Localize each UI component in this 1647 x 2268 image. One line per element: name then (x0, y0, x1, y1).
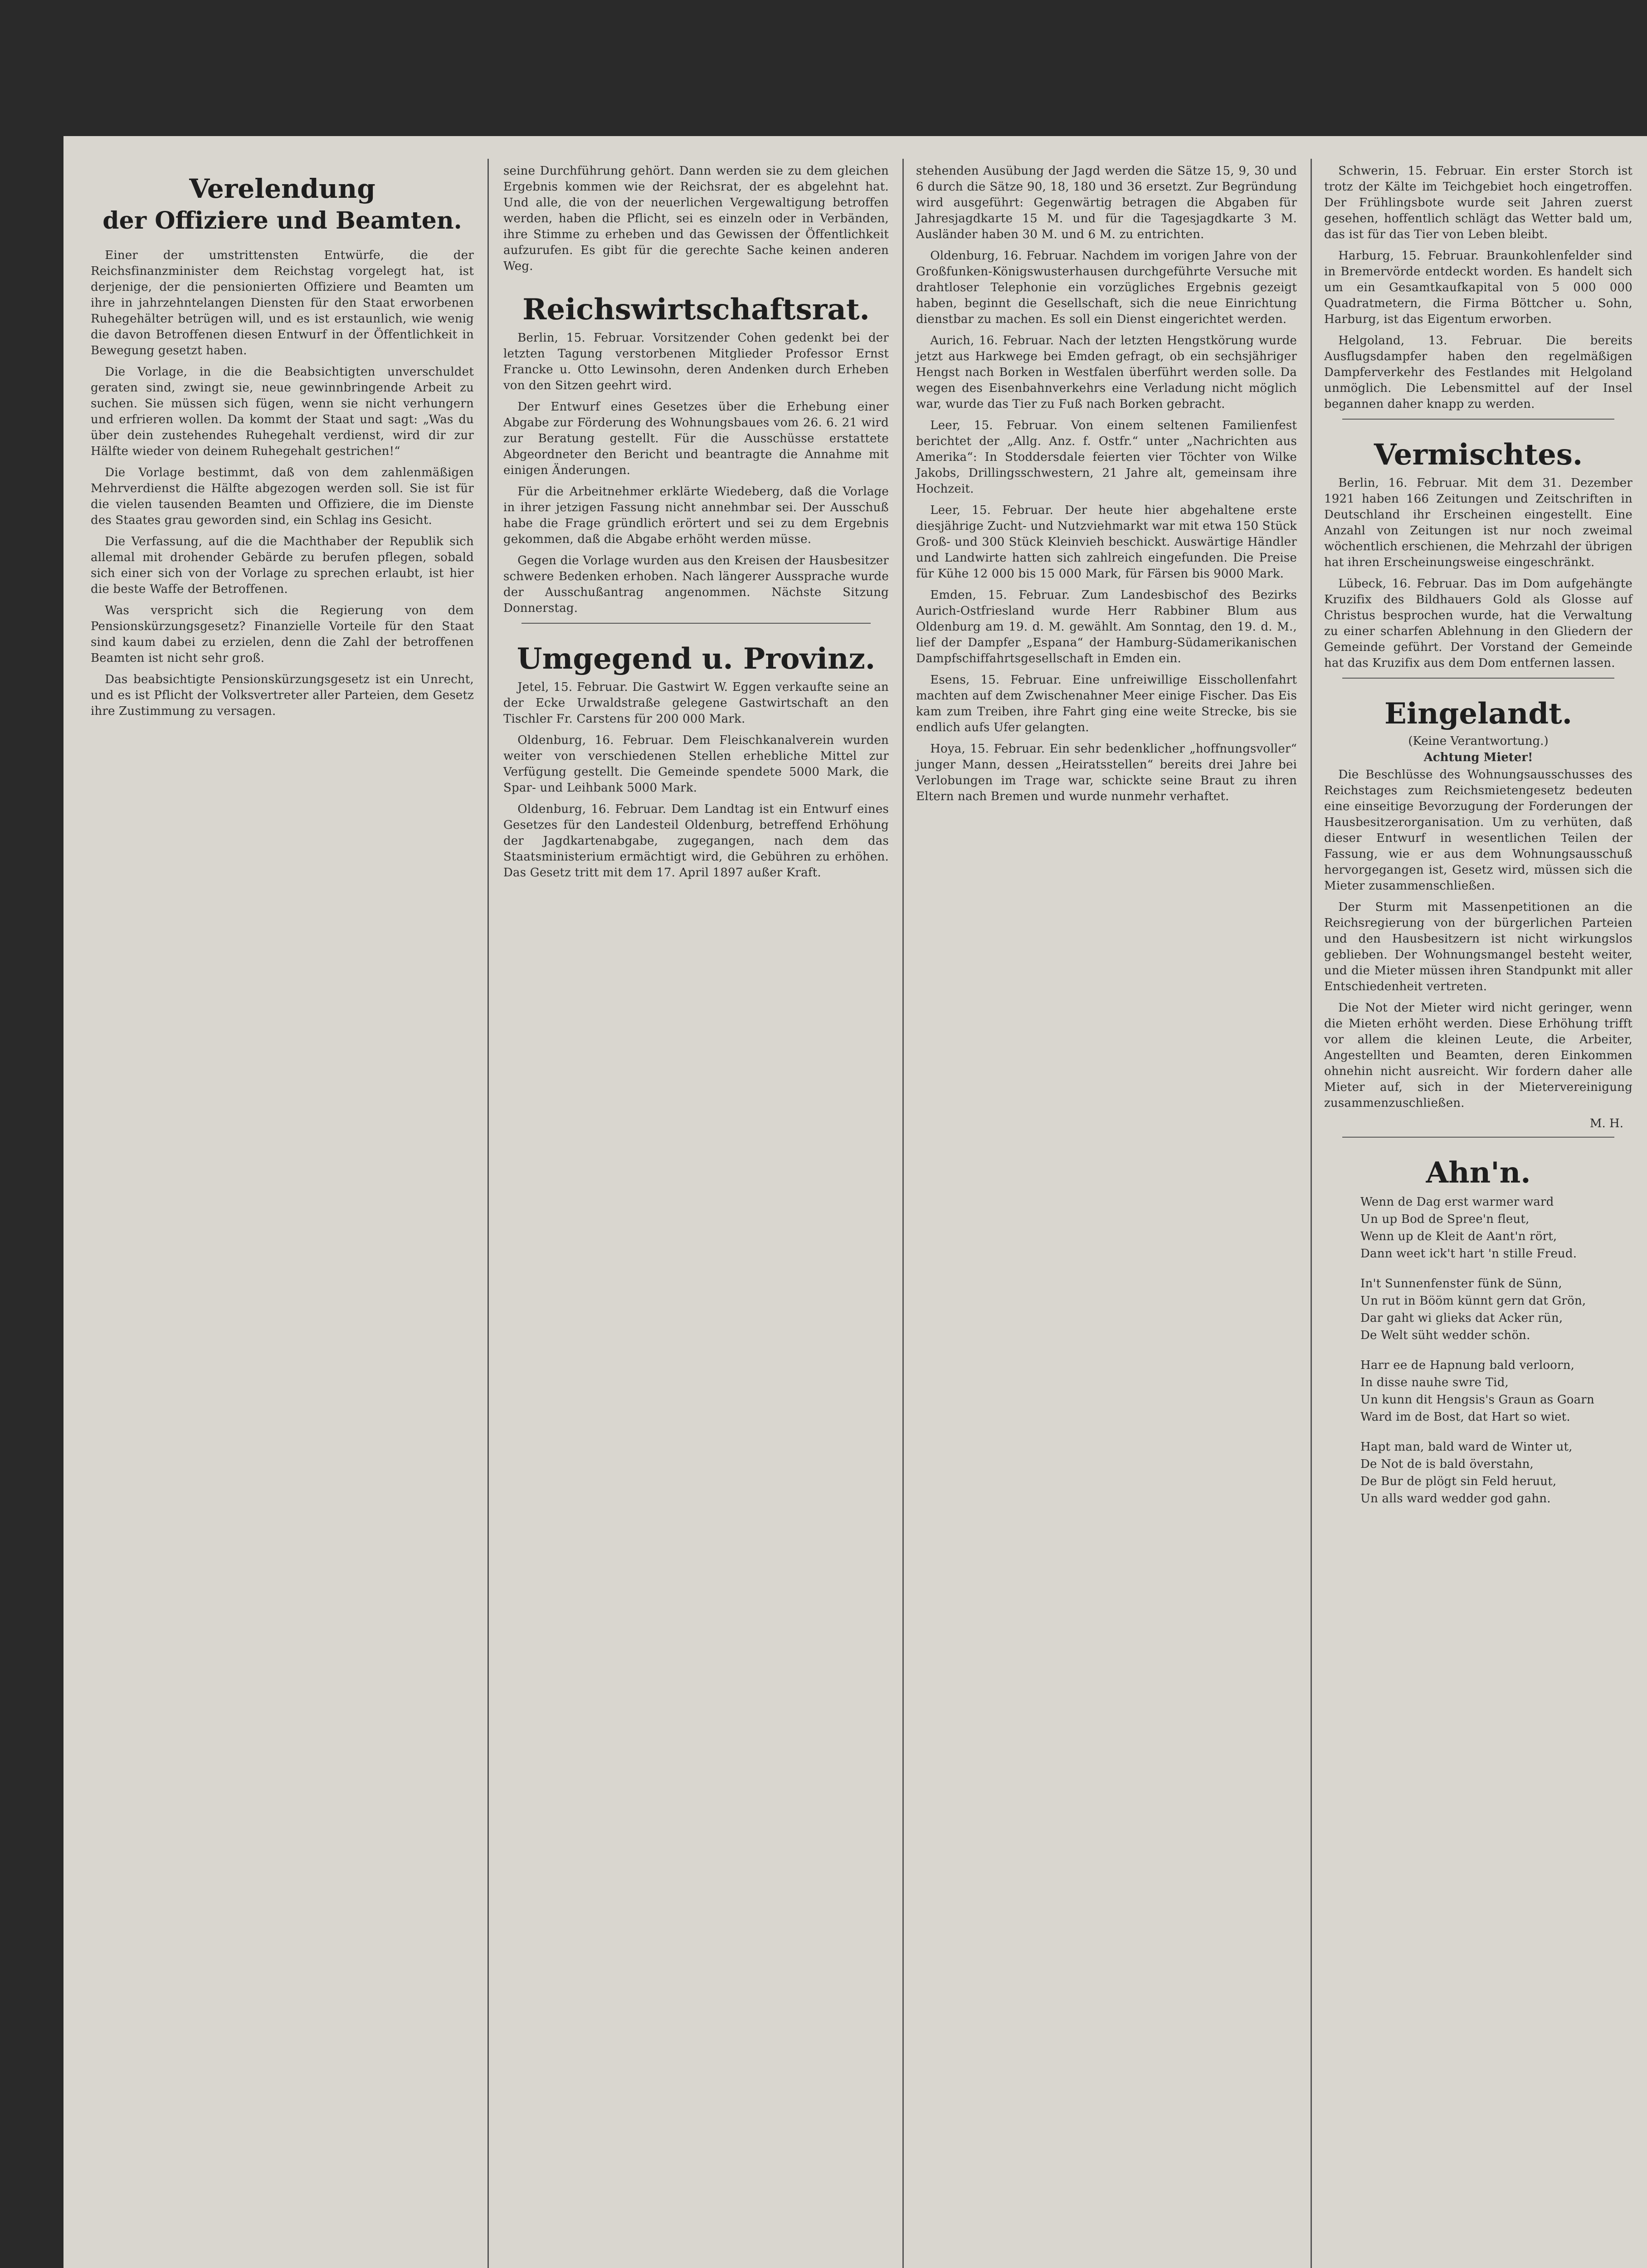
paragraph: Schwerin, 15. Februar. Ein erster Storch ist trotz der Kälte im Teichgebiet hoch eingetroffen. Der Frühlingsbote wurde seit Jahren zuerst gesehen, hoffentlich schlägt das Wetter bald um, das ist für das Tier von Leben bleibt. (1324, 164, 1632, 241)
paragraph: Oldenburg, 16. Februar. Dem Landtag ist ein Entwurf eines Gesetzes für den Landesteil Oldenburg, betreffend Erhöhung der Jagdkartenabgabe, zugegangen, nach dem das Staatsministerium ermächtigt wird, die Gebühren zu erhöhen. Das Gesetz tritt mit dem 17. April 1897 außer Kraft. (503, 802, 889, 880)
poem-line: Ward im de Bost, dat Hart so wiet. (1360, 1410, 1570, 1424)
paragraph: Harburg, 15. Februar. Braunkohlenfelder sind in Bremervörde entdeckt worden. Es handelt sich um ein Gesamtkaufkapital von 5 000 000 Quadratmetern, die Firma Böttcher u. Sohn, Harburg, ist das Eigentum erworben. (1324, 249, 1632, 326)
paragraph: Jetel, 15. Februar. Die Gastwirt W. Eggen verkaufte seine an der Ecke Urwaldstraße gelegene Gastwirtschaft an den Tischler Fr. Carstens für 200 000 Mark. (503, 680, 889, 726)
poem-line: In't Sunnenfenster fünk de Sünn, (1360, 1277, 1562, 1290)
column-4 (1324, 163, 1632, 1507)
paragraph: Hoya, 15. Februar. Ein sehr bedenklicher „hoffnungsvoller“ junger Mann, dessen „Heiratsstellen“ bereits drei Jahre bei Verlobungen im Trage war, schickte seine Braut zu ihren Eltern nach Bremen und wurde nunmehr verhaftet. (916, 742, 1297, 803)
paragraph: Der Sturm mit Massenpetitionen an die Reichsregierung von der bürgerlichen Parteien und den Hausbesitzern ist nicht wirkungslos geblieben. Der Wohnungsmangel besteht weiter, und die Mieter müssen ihren Standpunkt mit aller Entschiedenheit vertreten. (1324, 900, 1632, 993)
poem-line: Un rut in Bööm künnt gern dat Grön, (1360, 1294, 1586, 1308)
paragraph: Berlin, 16. Februar. Mit dem 31. Dezember 1921 haben 166 Zeitungen und Zeitschriften in Deutschland ihr Erscheinen eingestellt. Eine Anzahl von Zeitungen ist nur noch zweimal wöchentlich erschienen, die Mehrzahl der übrigen hat ihren Erscheinungsweise eingeschränkt. (1324, 476, 1632, 569)
poem-line: Dann weet ick't hart 'n stille Freud. (1360, 1247, 1577, 1261)
section-title-ahnn: Ahn'n. (1426, 1156, 1531, 1190)
paragraph: Die Vorlage bestimmt, daß von dem zahlenmäßigen Mehrverdienst die Hälfte abgezogen werden soll. Sie ist für die vielen tausenden Beamten und Offiziere, die im Dienste des Staates grau geworden sind, ein Schlag ins Gesicht. (91, 466, 474, 527)
section-title-umgegend: Umgegend u. Provinz. (517, 642, 876, 676)
poem-line: Wenn de Dag erst warmer ward (1360, 1195, 1554, 1209)
paragraph: Die Not der Mieter wird nicht geringer, wenn die Mieten erhöht werden. Diese Erhöhung trifft vor allem die kleinen Leute, die Arbeiter, Angestellten und Beamten, deren Einkommen ohnehin nicht ausreicht. Wir fordern daher alle Mieter auf, sich in der Mietervereinigung zusammenzuschließen. (1324, 1001, 1632, 1110)
poem-line: Un kunn dit Hengsis's Graun as Goarn (1360, 1393, 1594, 1407)
paragraph: Lübeck, 16. Februar. Das im Dom aufgehängte Kruzifix des Bildhauers Gold als Glosse auf Christus besprochen wurde, hat die Verwaltung zu einer scharfen Ablehnung in den Gliedern der Gemeinde geführt. Der Vorstand der Gemeinde hat das Kruzifix aus dem Dom entfernen lassen. (1324, 577, 1632, 670)
paragraph: Einer der umstrittensten Entwürfe, die der Reichsfinanzminister dem Reichstag vorgelegt hat, ist derjenige, der die pensionierten Offiziere und Beamten um ihre in jahrzehntelangen Diensten für den Staat erworbenen Ruhegehälter betrügen will, und es ist erstaunlich, wie wenig die davon Betroffenen diesen Entwurf in der Öffentlichkeit in Bewegung gesetzt haben. (91, 249, 474, 357)
column-rule (1311, 159, 1312, 2268)
newspaper-page (63, 136, 1647, 2268)
paragraph: Oldenburg, 16. Februar. Dem Fleischkanalverein wurden weiter von verschiedenen Stellen erhebliche Mittel zur Verfügung gestellt. Die Gemeinde spendete 5000 Mark, die Spar- und Leihbank 5000 Mark. (503, 733, 889, 795)
section-divider (521, 623, 871, 624)
section-subtitle: (Keine Verantwortung.) (1408, 734, 1549, 748)
paragraph: stehenden Ausübung der Jagd werden die Sätze 15, 9, 30 und 6 durch die Sätze 90, 18, 180 und 36 ersetzt. Zur Begründung wird ausgeführt: Gegenwärtig betragen die Abgaben für Jahresjagdkarte 15 M. und für die Tagesjagdkarte 3 M. Ausländer haben 30 M. und 6 M. zu entrichten. (916, 164, 1297, 241)
section-title-vermischtes: Vermischtes. (1374, 438, 1583, 472)
paragraph: Die Verfassung, auf die die Machthaber der Republik sich allemal mit drohender Gebärde zu berufen pflegen, sobald sich einer sich von der Vorlage zu sprechen erlaubt, ist hier die beste Waffe der Betroffenen. (91, 535, 474, 596)
poem-line: Harr ee de Hapnung bald verloorn, (1360, 1359, 1575, 1372)
poem-line: Un up Bod de Spree'n fleut, (1360, 1212, 1530, 1226)
paragraph: Emden, 15. Februar. Zum Landesbischof des Bezirks Aurich-Ostfriesland wurde Herr Rabbiner Blum aus Oldenburg am 19. d. M. gewählt. Am Sonntag, den 19. d. M., lief der Dampfer „Espana“ der Hamburg-Südamerikanischen Dampfschiffahrtsgesellschaft in Emden ein. (916, 588, 1297, 665)
poem (1324, 1193, 1632, 1507)
paragraph: Oldenburg, 16. Februar. Nachdem im vorigen Jahre von der Großfunken-Königswusterhausen durchgeführte Versuche mit drahtloser Telephonie ein vorzügliches Ergebnis gezeigt haben, beginnt die Gesellschaft, sich die neue Einrichtung dienstbar zu machen. Es soll ein Dienst eingerichtet werden. (916, 249, 1297, 326)
column-rule (487, 159, 489, 2268)
poem-line: Wenn up de Kleit de Aant'n rört, (1360, 1230, 1557, 1243)
section-title-eingelandt: Eingelandt. (1384, 697, 1572, 731)
poem-line: Dar gaht wi glieks dat Acker rün, (1360, 1311, 1563, 1325)
paragraph: Leer, 15. Februar. Von einem seltenen Familienfest berichtet der „Allg. Anz. f. Ostfr.“ unter „Nachrichten aus Amerika“: In Stoddersdale feierten vier Töchter von Wilke Jakobs, Drillingsschwestern, 21 Jahre alt, gemeinsam ihre Hochzeit. (916, 419, 1297, 496)
poem-line: In disse nauhe swre Tid, (1360, 1376, 1509, 1389)
paragraph: Esens, 15. Februar. Eine unfreiwillige Eisschollenfahrt machten auf dem Zwischenahner Meer einige Fischer. Das Eis kam zum Treiben, ihre Fahrt ging eine weite Strecke, bis sie endlich aufs Ufer gelangten. (916, 673, 1297, 734)
paragraph: Die Beschlüsse des Wohnungsausschusses des Reichstages zum Reichsmietengesetz bedeuten eine einseitige Bevorzugung der Forderungen der Hausbesitzerorganisation. Um zu verhüten, daß dieser Entwurf in wesentlichen Teilen der Fassung, wie er aus dem Wohnungsausschuß hervorgegangen ist, Gesetz wird, müssen sich die Mieter zusammenschließen. (1324, 768, 1632, 893)
section-title-reichswirtschaftsrat: Reichswirtschaftsrat. (522, 293, 870, 327)
paragraph: Helgoland, 13. Februar. Die bereits Ausflugsdampfer haben den regelmäßigen Dampferverkehr des Festlandes mit Helgoland unmöglich. Die Lebensmittel auf der Insel begannen daher knapp zu werden. (1324, 334, 1632, 411)
paragraph: Was verspricht sich die Regierung von dem Pensionskürzungsgesetz? Finanzielle Vorteile für den Staat sind kaum dabei zu erzielen, denn die Zahl der betroffenen Beamten ist nicht sehr groß. (91, 604, 474, 665)
section-subtitle-2: Achtung Mieter! (1423, 751, 1533, 764)
paragraph: Leer, 15. Februar. Der heute hier abgehaltene erste diesjährige Zucht- und Nutzviehmarkt war mit etwa 150 Stück Groß- und 300 Stück Kleinvieh beschickt. Auswärtige Händler und Landwirte hatten sich zahlreich eingefunden. Die Preise für Kühe 12 000 bis 15 000 Mark, für Färsen bis 9000 Mark. (916, 503, 1297, 581)
column-rule (902, 159, 904, 2268)
column-3 (916, 163, 1297, 810)
paragraph: Berlin, 15. Februar. Vorsitzender Cohen gedenkt bei der letzten Tagung verstorbenen Mitglieder Professor Ernst Francke u. Otto Lewinsohn, deren Andenken durch Erheben von den Sitzen geehrt wird. (503, 331, 889, 392)
signature: M. H. (1589, 1117, 1623, 1130)
section-divider (1342, 419, 1614, 420)
paragraph: Gegen die Vorlage wurden aus den Kreisen der Hausbesitzer schwere Bedenken erhoben. Nach längerer Aussprache wurde der Ausschußantrag angenommen. Nächste Sitzung Donnerstag. (503, 554, 889, 615)
article-title: Verelendung (189, 173, 375, 204)
section-divider (1342, 1137, 1614, 1138)
column-1 (91, 163, 474, 725)
section-divider (1342, 678, 1614, 679)
poem-line: De Not de is bald överstahn, (1360, 1457, 1534, 1471)
paragraph: seine Durchführung gehört. Dann werden sie zu dem gleichen Ergebnis kommen wie der Reichsrat, der es abgelehnt hat. Und alle, die von der neuerlichen Vergewaltigung betroffen werden, haben die Pflicht, sei es einzeln oder in Verbänden, ihre Stimme zu erheben und das Gewissen der Öffentlichkeit aufzurufen. Es gibt für die gerechte Sache keinen anderen Weg. (503, 164, 889, 273)
article-title-line2: der Offiziere und Beamten. (102, 207, 462, 235)
paragraph: Das beabsichtigte Pensionskürzungsgesetz ist ein Unrecht, und es ist Pflicht der Volksvertreter aller Parteien, dem Gesetz ihre Zustimmung zu versagen. (91, 673, 474, 718)
column-2 (503, 163, 889, 886)
poem-line: Hapt man, bald ward de Winter ut, (1360, 1440, 1573, 1454)
paragraph: Aurich, 16. Februar. Nach der letzten Hengstkörung wurde jetzt aus Harkwege bei Emden gefragt, ob ein sechsjähriger Hengst nach Borken in Westfalen überführt werden solle. Da wegen des Eisenbahnverkehrs eine Verladung nicht möglich war, wurde das Tier zu Fuß nach Borken gebracht. (916, 334, 1297, 411)
paragraph: Der Entwurf eines Gesetzes über die Erhebung einer Abgabe zur Förderung des Wohnungsbaues vom 26. 6. 21 wird zur Beratung gestellt. Für die Ausschüsse erstattete Abgeordneter den Bericht und beantragte die Annahme mit einigen Änderungen. (503, 400, 889, 477)
paragraph: Die Vorlage, in die die Beabsichtigten unverschuldet geraten sind, zwingt sie, neue gewinnbringende Arbeit zu suchen. Sie müssen sich fügen, wenn sie nicht verhungern und erfrieren wollen. Da kommt der Staat und sagt: „Was du über dein zustehendes Ruhegehalt verdienst, wird dir zur Hälfte wieder von deinem Ruhegehalt gestrichen!“ (91, 365, 474, 458)
poem-line: De Welt süht wedder schön. (1360, 1329, 1530, 1342)
poem-line: De Bur de plögt sin Feld heruut, (1360, 1475, 1557, 1488)
poem-line: Un alls ward wedder god gahn. (1360, 1492, 1551, 1505)
paragraph: Für die Arbeitnehmer erklärte Wiedeberg, daß die Vorlage in ihrer jetzigen Fassung nicht annehmbar sei. Der Ausschuß habe die Frage gründlich erörtert und sei zu dem Ergebnis gekommen, daß die Abgabe erhöht werden müsse. (503, 485, 889, 546)
